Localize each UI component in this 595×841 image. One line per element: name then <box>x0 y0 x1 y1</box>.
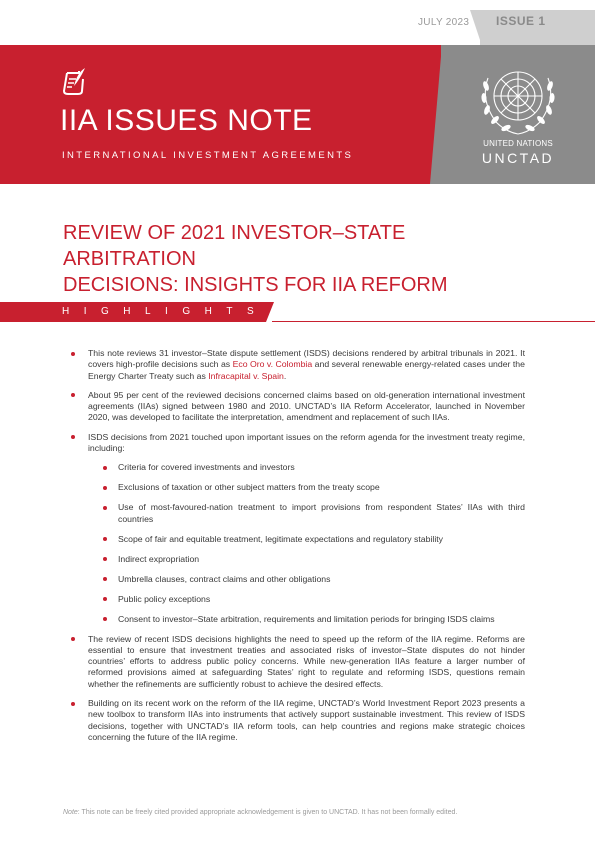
banner-title: IIA ISSUES NOTE <box>60 104 313 137</box>
sub-list-item: Consent to investor–State arbitration, requirements and limitation periods for bringing ISDS claims <box>88 614 525 625</box>
issue-date: JULY 2023 <box>418 17 470 28</box>
sub-list-item: Scope of fair and equitable treatment, legitimate expectations and regulatory stability <box>88 534 525 545</box>
reform-issues-list <box>88 462 525 624</box>
note-label: Note <box>63 809 78 816</box>
note-text: : This note can be freely cited provided appropriate acknowledgement is given to UNCTAD. It has not been formally edited. <box>77 809 458 816</box>
org-acronym: UNCTAD <box>481 150 555 166</box>
document-title-line-2: DECISIONS: INSIGHTS FOR IIA REFORM <box>63 274 448 296</box>
highlight-item <box>70 348 525 382</box>
highlight-text: . <box>283 370 287 381</box>
banner-subtitle: INTERNATIONAL INVESTMENT AGREEMENTS <box>62 150 354 161</box>
sub-list-item: Use of most-favoured-nation treatment to import provisions from respondent States’ IIAs with third countries <box>88 502 525 525</box>
highlight-item: The review of recent ISDS decisions highlights the need to speed up the reform of the IIA regime. Reforms are essential to ensure that investment treaties and associated risks of investor–State disputes do not hinder countries’ efforts to address public policy concerns. While new-generation IIAs feature a larger number of reformed provisions aimed at safeguarding States’ right to regulate and reforming ISDS, questions remain whether the refinements are sufficiently robust to achieve the desired effects. <box>70 634 525 690</box>
document-title-line-1: REVIEW OF 2021 INVESTOR–STATE ARBITRATION <box>63 222 406 270</box>
highlights-list <box>70 348 525 751</box>
document-title <box>63 220 533 298</box>
org-name: UNITED NATIONS <box>483 139 553 148</box>
case-link-eco-oro[interactable]: Eco Oro v. Colombia <box>232 359 313 370</box>
highlight-item <box>70 432 525 625</box>
feather-document-icon <box>60 67 86 97</box>
issue-number: ISSUE 1 <box>496 14 546 28</box>
case-link-infracapital[interactable]: Infracapital v. Spain <box>208 370 284 381</box>
sub-list-item: Umbrella clauses, contract claims and other obligations <box>88 574 525 585</box>
highlights-heading: HIGHLIGHTS <box>62 306 269 317</box>
highlight-item: About 95 per cent of the reviewed decisions concerned claims based on old-generation international investment agreements (IIAs) signed between 1980 and 2010. UNCTAD’s IIA Reform Accelerator, launched in November 2020, was developed to facilitate the interpretation, amendment and replacement of such IIAs. <box>70 390 525 424</box>
footer-note <box>63 809 457 816</box>
highlights-rule <box>272 321 595 322</box>
sub-list-item: Public policy exceptions <box>88 594 525 605</box>
un-emblem-icon <box>468 58 568 140</box>
highlight-text: and several renewable energy-related cases under the Energy Charter Treaty such as <box>88 359 525 381</box>
sub-list-item: Indirect expropriation <box>88 554 525 565</box>
highlight-item: Building on its recent work on the reform of the IIA regime, UNCTAD’s World Investment Report 2023 presents a new toolbox to transform IIAs into instruments that actively support sustainable investment. This review of ISDS decisions, together with UNCTAD’s IIA reform tools, can help countries and regions make strategic choices concerning the future of the IIA regime. <box>70 698 525 743</box>
sub-list-item: Criteria for covered investments and investors <box>88 462 525 473</box>
highlight-text: This note reviews 31 investor–State dispute settlement (ISDS) decisions rendered by arbitral tribunals in 2021. It covers high-profile decisions such as <box>88 348 525 370</box>
highlight-text: ISDS decisions from 2021 touched upon important issues on the reform agenda for the investment treaty regime, including: <box>88 431 525 454</box>
sub-list-item: Exclusions of taxation or other subject matters from the treaty scope <box>88 482 525 493</box>
